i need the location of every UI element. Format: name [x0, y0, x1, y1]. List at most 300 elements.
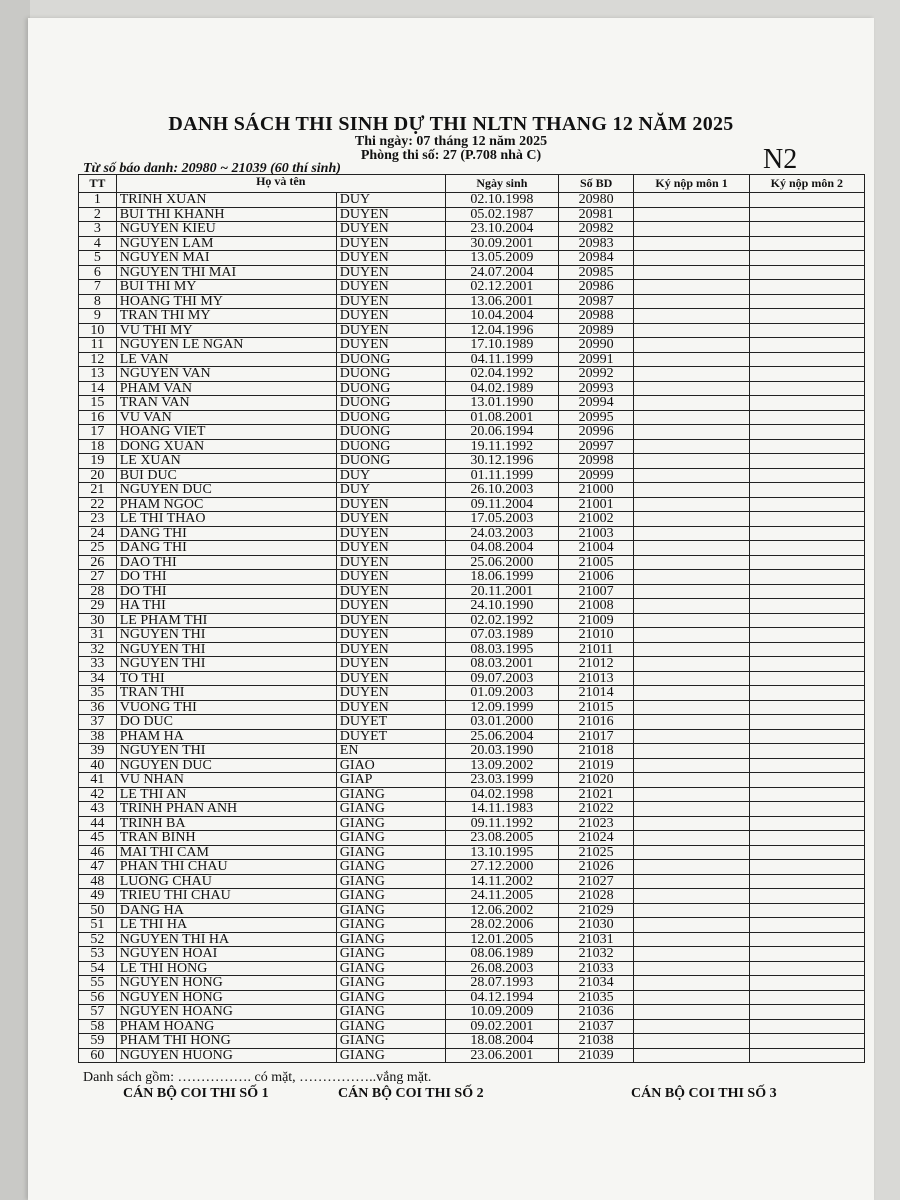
row-birth-date: 30.09.2001 [445, 236, 558, 251]
row-sign-subject-2[interactable] [749, 526, 864, 541]
row-sign-subject-2[interactable] [749, 454, 864, 469]
row-sign-subject-2[interactable] [749, 961, 864, 976]
table-row [79, 410, 865, 425]
row-number: 55 [79, 976, 117, 991]
row-given-name: DUYEN [336, 686, 445, 701]
table-row [79, 1048, 865, 1063]
row-sign-subject-2[interactable] [749, 990, 864, 1005]
row-candidate-number: 21009 [558, 613, 633, 628]
row-sign-subject-2[interactable] [749, 439, 864, 454]
row-sign-subject-1[interactable] [634, 352, 749, 367]
row-given-name: GIANG [336, 845, 445, 860]
row-sign-subject-2[interactable] [749, 831, 864, 846]
row-candidate-number: 21034 [558, 976, 633, 991]
row-sign-subject-2[interactable] [749, 265, 864, 280]
row-surname: DO DUC [116, 715, 336, 730]
row-number: 48 [79, 874, 117, 889]
row-sign-subject-1[interactable] [634, 715, 749, 730]
row-birth-date: 04.02.1989 [445, 381, 558, 396]
row-number: 16 [79, 410, 117, 425]
candidate-range: Từ số báo danh: 20980 ~ 21039 (60 thí sinh) [83, 161, 341, 176]
table-row [79, 265, 865, 280]
row-birth-date: 25.06.2004 [445, 729, 558, 744]
row-candidate-number: 20981 [558, 207, 633, 222]
row-sign-subject-1[interactable] [634, 396, 749, 411]
row-candidate-number: 21030 [558, 918, 633, 933]
row-birth-date: 02.12.2001 [445, 280, 558, 295]
row-surname: TRINH BA [116, 816, 336, 831]
row-surname: TRAN THI [116, 686, 336, 701]
row-number: 41 [79, 773, 117, 788]
row-sign-subject-2[interactable] [749, 497, 864, 512]
row-sign-subject-2[interactable] [749, 193, 864, 208]
row-surname: NGUYEN HOANG [116, 1005, 336, 1020]
row-sign-subject-2[interactable] [749, 613, 864, 628]
row-sign-subject-1[interactable] [634, 860, 749, 875]
row-given-name: EN [336, 744, 445, 759]
row-number: 43 [79, 802, 117, 817]
row-given-name: GIANG [336, 976, 445, 991]
row-number: 12 [79, 352, 117, 367]
row-birth-date: 08.03.2001 [445, 657, 558, 672]
row-given-name: GIANG [336, 1019, 445, 1034]
row-number: 27 [79, 570, 117, 585]
row-surname: DANG THI [116, 541, 336, 556]
row-sign-subject-2[interactable] [749, 381, 864, 396]
table-row [79, 715, 865, 730]
row-sign-subject-1[interactable] [634, 1034, 749, 1049]
row-sign-subject-2[interactable] [749, 541, 864, 556]
row-candidate-number: 21026 [558, 860, 633, 875]
row-sign-subject-1[interactable] [634, 309, 749, 324]
row-sign-subject-1[interactable] [634, 265, 749, 280]
row-sign-subject-2[interactable] [749, 1048, 864, 1063]
col-tt: TT [79, 175, 117, 193]
row-sign-subject-2[interactable] [749, 338, 864, 353]
row-sign-subject-1[interactable] [634, 773, 749, 788]
row-birth-date: 14.11.2002 [445, 874, 558, 889]
table-row [79, 628, 865, 643]
row-candidate-number: 20985 [558, 265, 633, 280]
row-sign-subject-1[interactable] [634, 976, 749, 991]
row-candidate-number: 21004 [558, 541, 633, 556]
row-birth-date: 08.03.1995 [445, 642, 558, 657]
row-sign-subject-1[interactable] [634, 338, 749, 353]
row-number: 14 [79, 381, 117, 396]
row-candidate-number: 20991 [558, 352, 633, 367]
row-sign-subject-2[interactable] [749, 555, 864, 570]
row-candidate-number: 21007 [558, 584, 633, 599]
row-sign-subject-1[interactable] [634, 758, 749, 773]
row-birth-date: 04.12.1994 [445, 990, 558, 1005]
row-candidate-number: 21010 [558, 628, 633, 643]
row-birth-date: 19.11.1992 [445, 439, 558, 454]
row-sign-subject-2[interactable] [749, 323, 864, 338]
row-number: 54 [79, 961, 117, 976]
row-sign-subject-1[interactable] [634, 642, 749, 657]
row-sign-subject-1[interactable] [634, 932, 749, 947]
table-row [79, 207, 865, 222]
table-row [79, 193, 865, 208]
row-sign-subject-1[interactable] [634, 613, 749, 628]
exam-room: Phòng thi số: 27 (P.708 nhà C) [360, 148, 542, 163]
table-row [79, 323, 865, 338]
table-row [79, 381, 865, 396]
row-sign-subject-2[interactable] [749, 1019, 864, 1034]
row-number: 38 [79, 729, 117, 744]
row-surname: LE XUAN [116, 454, 336, 469]
table-row [79, 947, 865, 962]
row-sign-subject-1[interactable] [634, 526, 749, 541]
row-number: 45 [79, 831, 117, 846]
row-birth-date: 13.09.2002 [445, 758, 558, 773]
row-sign-subject-1[interactable] [634, 570, 749, 585]
table-row [79, 918, 865, 933]
row-sign-subject-2[interactable] [749, 584, 864, 599]
row-candidate-number: 21031 [558, 932, 633, 947]
row-sign-subject-1[interactable] [634, 787, 749, 802]
proctor-1-label: CÁN BỘ COI THI SỐ 1 [123, 1086, 269, 1101]
row-surname: TO THI [116, 671, 336, 686]
row-number: 21 [79, 483, 117, 498]
row-birth-date: 30.12.1996 [445, 454, 558, 469]
row-sign-subject-2[interactable] [749, 425, 864, 440]
row-candidate-number: 20987 [558, 294, 633, 309]
table-row [79, 700, 865, 715]
table-row [79, 613, 865, 628]
row-candidate-number: 21015 [558, 700, 633, 715]
table-row [79, 816, 865, 831]
row-sign-subject-2[interactable] [749, 512, 864, 527]
row-sign-subject-2[interactable] [749, 744, 864, 759]
row-candidate-number: 21018 [558, 744, 633, 759]
row-surname: NGUYEN DUC [116, 758, 336, 773]
row-candidate-number: 21022 [558, 802, 633, 817]
row-candidate-number: 21023 [558, 816, 633, 831]
row-surname: BUI THI MY [116, 280, 336, 295]
row-given-name: DUYEN [336, 323, 445, 338]
row-sign-subject-2[interactable] [749, 947, 864, 962]
row-sign-subject-1[interactable] [634, 1019, 749, 1034]
table-row [79, 758, 865, 773]
row-sign-subject-1[interactable] [634, 236, 749, 251]
table-row [79, 483, 865, 498]
row-sign-subject-1[interactable] [634, 439, 749, 454]
row-given-name: DUONG [336, 381, 445, 396]
row-number: 4 [79, 236, 117, 251]
row-sign-subject-2[interactable] [749, 599, 864, 614]
row-sign-subject-2[interactable] [749, 207, 864, 222]
row-given-name: DUYEN [336, 570, 445, 585]
row-given-name: DUYEN [336, 265, 445, 280]
row-sign-subject-2[interactable] [749, 352, 864, 367]
row-sign-subject-1[interactable] [634, 280, 749, 295]
row-sign-subject-2[interactable] [749, 671, 864, 686]
row-given-name: GIANG [336, 816, 445, 831]
proctor-3-label: CÁN BỘ COI THI SỐ 3 [631, 1086, 777, 1101]
row-surname: HOANG THI MY [116, 294, 336, 309]
room-code-handwritten: N2 [763, 144, 798, 175]
row-sign-subject-2[interactable] [749, 715, 864, 730]
row-number: 25 [79, 541, 117, 556]
row-number: 28 [79, 584, 117, 599]
row-number: 34 [79, 671, 117, 686]
row-birth-date: 20.03.1990 [445, 744, 558, 759]
row-sign-subject-1[interactable] [634, 700, 749, 715]
row-sign-subject-1[interactable] [634, 541, 749, 556]
row-given-name: DUYEN [336, 236, 445, 251]
row-surname: NGUYEN HOAI [116, 947, 336, 962]
row-sign-subject-1[interactable] [634, 628, 749, 643]
row-sign-subject-2[interactable] [749, 700, 864, 715]
row-sign-subject-1[interactable] [634, 512, 749, 527]
row-sign-subject-2[interactable] [749, 787, 864, 802]
table-row [79, 889, 865, 904]
table-row [79, 845, 865, 860]
row-given-name: DUYEN [336, 671, 445, 686]
row-sign-subject-1[interactable] [634, 990, 749, 1005]
row-candidate-number: 21000 [558, 483, 633, 498]
row-sign-subject-2[interactable] [749, 918, 864, 933]
row-candidate-number: 20993 [558, 381, 633, 396]
table-row [79, 686, 865, 701]
row-sign-subject-2[interactable] [749, 802, 864, 817]
row-candidate-number: 20994 [558, 396, 633, 411]
row-sign-subject-2[interactable] [749, 903, 864, 918]
row-sign-subject-2[interactable] [749, 483, 864, 498]
row-number: 1 [79, 193, 117, 208]
row-number: 3 [79, 222, 117, 237]
row-given-name: GIANG [336, 1005, 445, 1020]
table-row [79, 468, 865, 483]
row-candidate-number: 20986 [558, 280, 633, 295]
row-number: 60 [79, 1048, 117, 1063]
row-sign-subject-1[interactable] [634, 686, 749, 701]
row-sign-subject-1[interactable] [634, 903, 749, 918]
row-given-name: DUYEN [336, 555, 445, 570]
row-birth-date: 04.11.1999 [445, 352, 558, 367]
row-sign-subject-2[interactable] [749, 280, 864, 295]
row-sign-subject-1[interactable] [634, 584, 749, 599]
row-birth-date: 18.08.2004 [445, 1034, 558, 1049]
row-sign-subject-1[interactable] [634, 802, 749, 817]
row-sign-subject-1[interactable] [634, 947, 749, 962]
row-surname: VU THI MY [116, 323, 336, 338]
row-sign-subject-2[interactable] [749, 410, 864, 425]
row-candidate-number: 20984 [558, 251, 633, 266]
row-given-name: DUYET [336, 729, 445, 744]
row-surname: NGUYEN THI HA [116, 932, 336, 947]
row-sign-subject-1[interactable] [634, 497, 749, 512]
row-sign-subject-1[interactable] [634, 425, 749, 440]
row-given-name: DUONG [336, 396, 445, 411]
row-number: 7 [79, 280, 117, 295]
table-row [79, 352, 865, 367]
row-sign-subject-1[interactable] [634, 410, 749, 425]
row-given-name: GIANG [336, 860, 445, 875]
row-sign-subject-2[interactable] [749, 845, 864, 860]
row-sign-subject-2[interactable] [749, 860, 864, 875]
row-sign-subject-1[interactable] [634, 744, 749, 759]
row-sign-subject-1[interactable] [634, 555, 749, 570]
row-sign-subject-1[interactable] [634, 193, 749, 208]
row-surname: NGUYEN THI [116, 642, 336, 657]
row-sign-subject-2[interactable] [749, 1005, 864, 1020]
row-number: 31 [79, 628, 117, 643]
row-given-name: DUYEN [336, 642, 445, 657]
row-sign-subject-1[interactable] [634, 845, 749, 860]
row-sign-subject-1[interactable] [634, 1048, 749, 1063]
row-sign-subject-1[interactable] [634, 874, 749, 889]
row-birth-date: 10.09.2009 [445, 1005, 558, 1020]
row-given-name: DUONG [336, 425, 445, 440]
row-birth-date: 02.10.1998 [445, 193, 558, 208]
row-sign-subject-1[interactable] [634, 671, 749, 686]
row-number: 35 [79, 686, 117, 701]
row-given-name: GIANG [336, 961, 445, 976]
row-sign-subject-1[interactable] [634, 367, 749, 382]
row-number: 49 [79, 889, 117, 904]
row-birth-date: 23.08.2005 [445, 831, 558, 846]
row-sign-subject-2[interactable] [749, 932, 864, 947]
row-sign-subject-2[interactable] [749, 729, 864, 744]
row-sign-subject-2[interactable] [749, 773, 864, 788]
row-birth-date: 24.10.1990 [445, 599, 558, 614]
row-sign-subject-1[interactable] [634, 468, 749, 483]
row-candidate-number: 21039 [558, 1048, 633, 1063]
row-sign-subject-2[interactable] [749, 570, 864, 585]
row-candidate-number: 21025 [558, 845, 633, 860]
row-sign-subject-1[interactable] [634, 381, 749, 396]
row-sign-subject-1[interactable] [634, 483, 749, 498]
row-surname: NGUYEN THI MAI [116, 265, 336, 280]
row-surname: HOANG VIET [116, 425, 336, 440]
row-sign-subject-2[interactable] [749, 686, 864, 701]
row-sign-subject-2[interactable] [749, 874, 864, 889]
row-birth-date: 13.05.2009 [445, 251, 558, 266]
row-number: 11 [79, 338, 117, 353]
row-given-name: GIANG [336, 947, 445, 962]
row-candidate-number: 21021 [558, 787, 633, 802]
row-number: 26 [79, 555, 117, 570]
row-surname: LE PHAM THI [116, 613, 336, 628]
row-birth-date: 04.02.1998 [445, 787, 558, 802]
row-sign-subject-1[interactable] [634, 918, 749, 933]
row-sign-subject-2[interactable] [749, 251, 864, 266]
row-number: 44 [79, 816, 117, 831]
row-sign-subject-1[interactable] [634, 1005, 749, 1020]
row-sign-subject-1[interactable] [634, 323, 749, 338]
row-given-name: GIANG [336, 990, 445, 1005]
row-candidate-number: 21014 [558, 686, 633, 701]
row-birth-date: 02.02.1992 [445, 613, 558, 628]
row-sign-subject-2[interactable] [749, 294, 864, 309]
row-number: 20 [79, 468, 117, 483]
row-surname: TRAN BINH [116, 831, 336, 846]
row-given-name: DUYEN [336, 512, 445, 527]
row-surname: PHAM HOANG [116, 1019, 336, 1034]
row-sign-subject-1[interactable] [634, 294, 749, 309]
row-sign-subject-2[interactable] [749, 236, 864, 251]
row-number: 33 [79, 657, 117, 672]
row-sign-subject-2[interactable] [749, 309, 864, 324]
row-sign-subject-1[interactable] [634, 889, 749, 904]
candidate-table [78, 174, 865, 1063]
row-candidate-number: 20982 [558, 222, 633, 237]
row-sign-subject-1[interactable] [634, 207, 749, 222]
row-number: 15 [79, 396, 117, 411]
row-birth-date: 26.08.2003 [445, 961, 558, 976]
row-candidate-number: 21016 [558, 715, 633, 730]
row-sign-subject-2[interactable] [749, 758, 864, 773]
row-surname: PHAM NGOC [116, 497, 336, 512]
row-sign-subject-2[interactable] [749, 222, 864, 237]
row-number: 29 [79, 599, 117, 614]
row-sign-subject-2[interactable] [749, 889, 864, 904]
row-candidate-number: 21002 [558, 512, 633, 527]
table-row [79, 599, 865, 614]
table-row [79, 976, 865, 991]
row-given-name: DUYEN [336, 207, 445, 222]
row-sign-subject-2[interactable] [749, 367, 864, 382]
row-candidate-number: 21012 [558, 657, 633, 672]
row-sign-subject-2[interactable] [749, 628, 864, 643]
table-header-row [79, 175, 865, 193]
row-birth-date: 23.03.1999 [445, 773, 558, 788]
row-sign-subject-1[interactable] [634, 729, 749, 744]
row-sign-subject-2[interactable] [749, 816, 864, 831]
row-sign-subject-2[interactable] [749, 657, 864, 672]
row-surname: LE THI THAO [116, 512, 336, 527]
row-sign-subject-1[interactable] [634, 816, 749, 831]
table-row [79, 367, 865, 382]
row-sign-subject-1[interactable] [634, 454, 749, 469]
row-sign-subject-2[interactable] [749, 1034, 864, 1049]
row-birth-date: 09.11.2004 [445, 497, 558, 512]
row-number: 2 [79, 207, 117, 222]
row-number: 57 [79, 1005, 117, 1020]
row-candidate-number: 21033 [558, 961, 633, 976]
row-surname: NGUYEN VAN [116, 367, 336, 382]
row-number: 42 [79, 787, 117, 802]
row-sign-subject-1[interactable] [634, 251, 749, 266]
table-row [79, 512, 865, 527]
row-candidate-number: 21029 [558, 903, 633, 918]
row-given-name: DUYEN [336, 294, 445, 309]
row-sign-subject-1[interactable] [634, 831, 749, 846]
row-surname: LE THI HONG [116, 961, 336, 976]
row-candidate-number: 21028 [558, 889, 633, 904]
table-row [79, 425, 865, 440]
row-number: 8 [79, 294, 117, 309]
row-birth-date: 28.02.2006 [445, 918, 558, 933]
row-number: 59 [79, 1034, 117, 1049]
row-sign-subject-2[interactable] [749, 396, 864, 411]
row-sign-subject-1[interactable] [634, 222, 749, 237]
row-sign-subject-2[interactable] [749, 976, 864, 991]
row-number: 10 [79, 323, 117, 338]
table-row [79, 773, 865, 788]
row-sign-subject-1[interactable] [634, 657, 749, 672]
row-sign-subject-2[interactable] [749, 642, 864, 657]
row-surname: TRINH PHAN ANH [116, 802, 336, 817]
row-sign-subject-1[interactable] [634, 961, 749, 976]
row-number: 40 [79, 758, 117, 773]
row-sign-subject-1[interactable] [634, 599, 749, 614]
row-sign-subject-2[interactable] [749, 468, 864, 483]
row-birth-date: 27.12.2000 [445, 860, 558, 875]
table-row [79, 642, 865, 657]
